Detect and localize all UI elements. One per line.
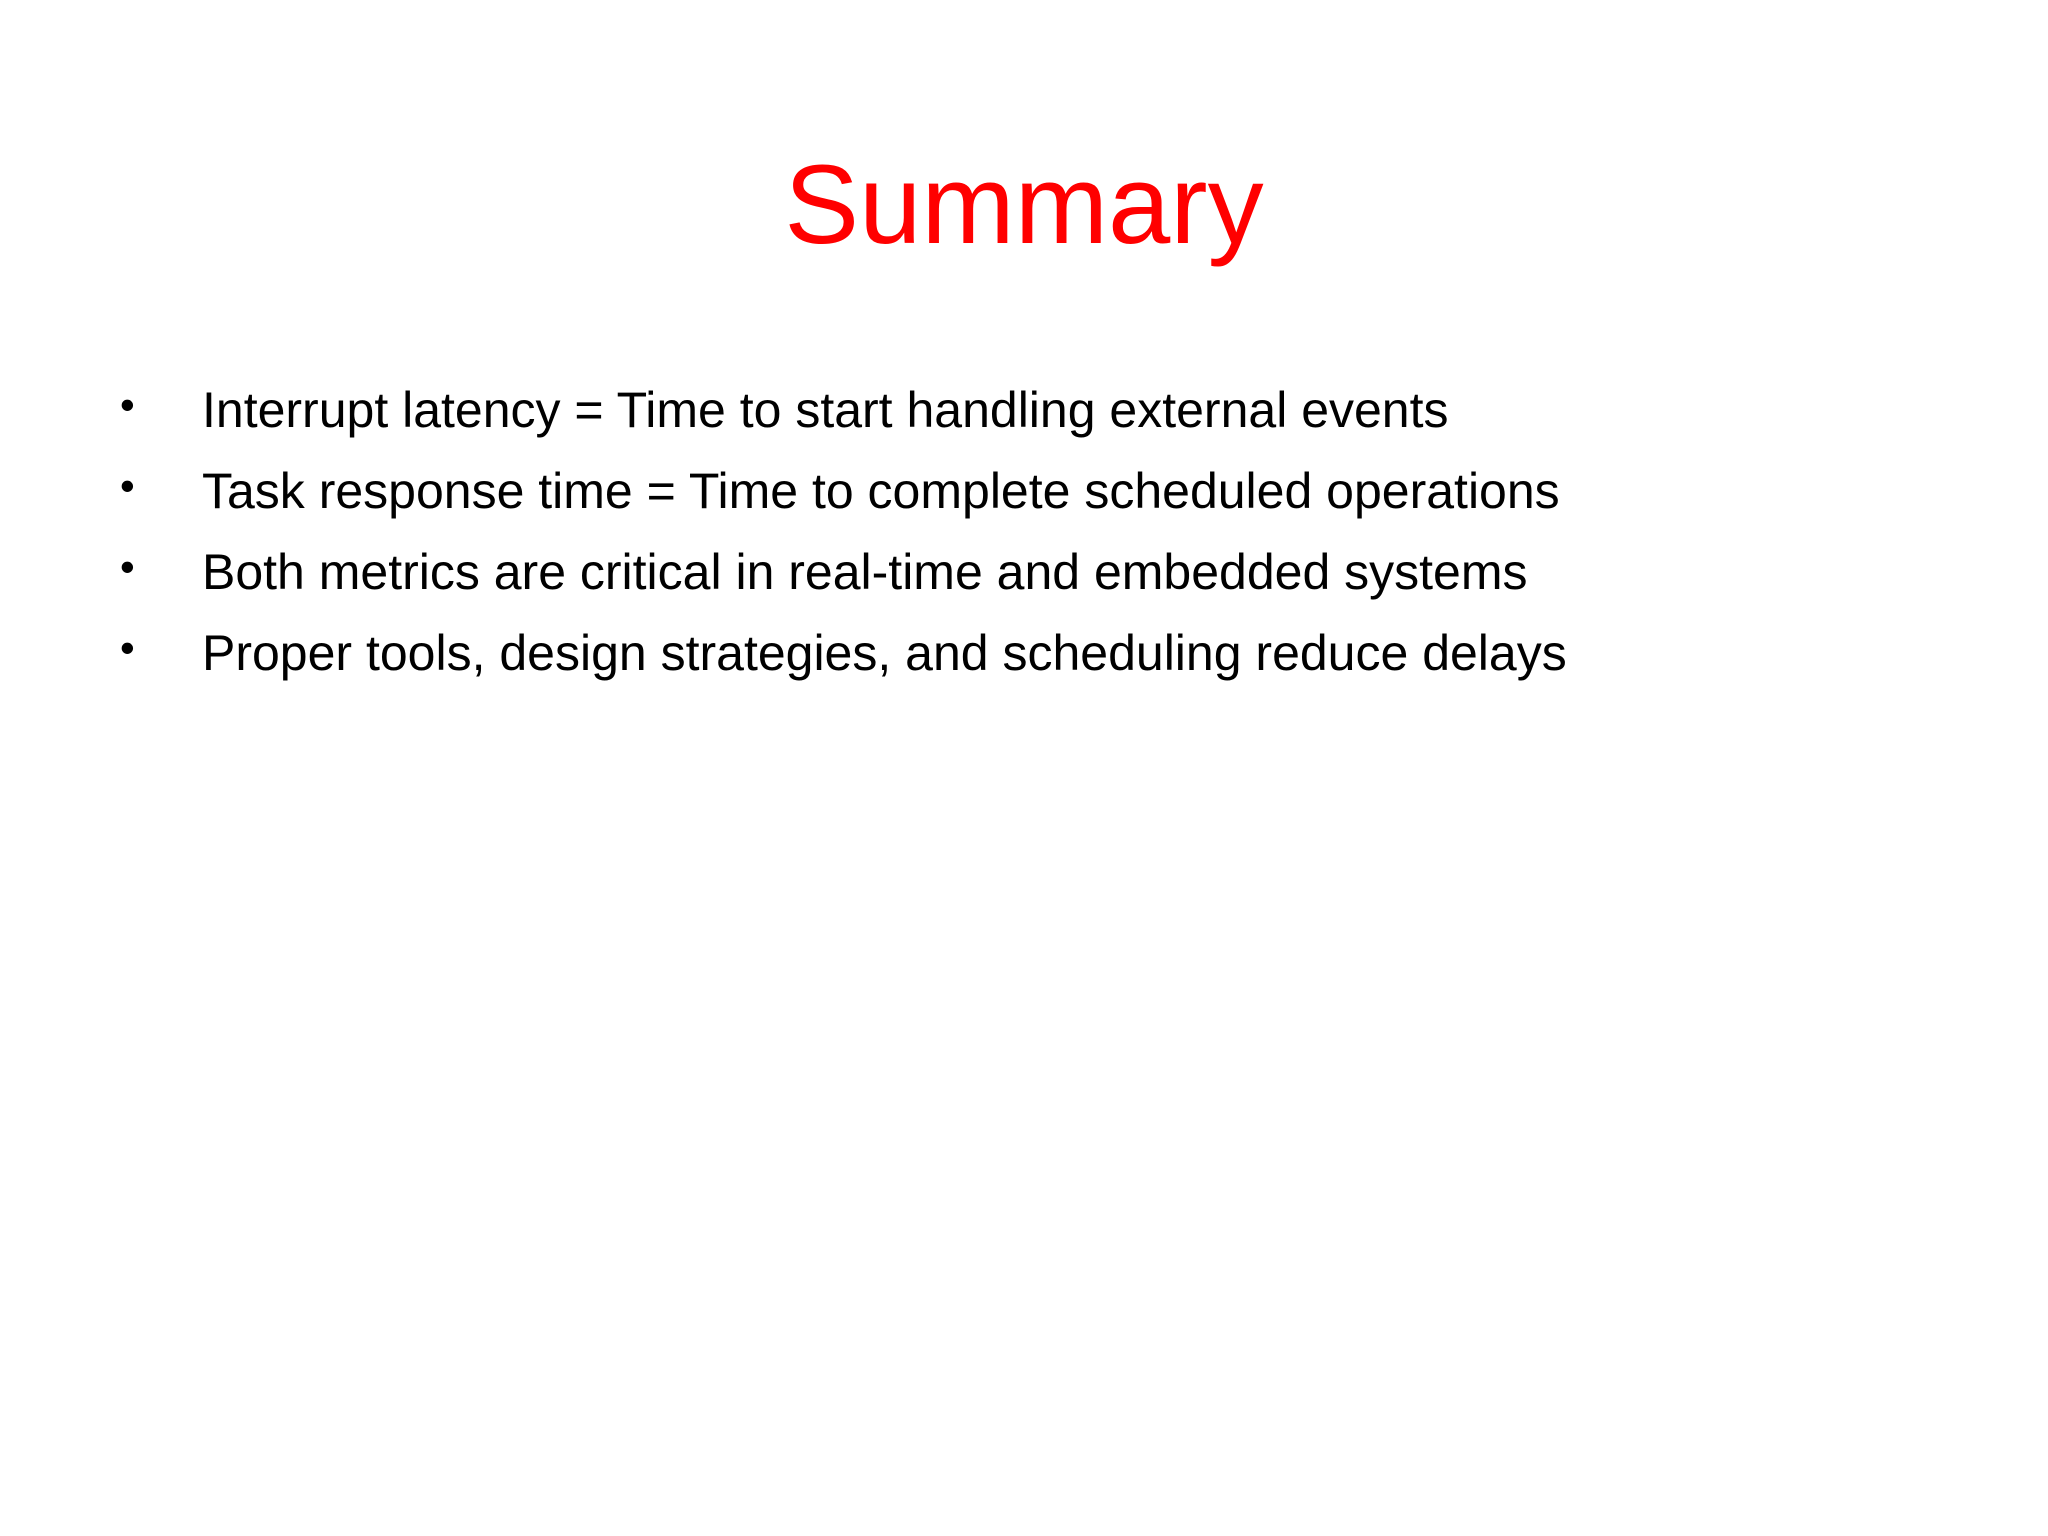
- bullet-item: [120, 370, 1920, 451]
- bullet-item: [120, 451, 1920, 532]
- bullet-text: Task response time = Time to complete scheduled operations: [202, 463, 1560, 519]
- bullet-marker: •: [120, 543, 135, 590]
- bullet-text: Proper tools, design strategies, and scheduling reduce delays: [202, 625, 1567, 681]
- slide-title: Summary: [784, 142, 1264, 267]
- bullet-item: [120, 532, 1920, 613]
- bullet-text: Both metrics are critical in real-time and embedded systems: [202, 544, 1528, 600]
- bullet-marker: •: [120, 381, 135, 428]
- bullet-marker: •: [120, 624, 135, 671]
- bullet-marker: •: [120, 462, 135, 509]
- bullet-list: [120, 370, 1920, 694]
- bullet-text: Interrupt latency = Time to start handling external events: [202, 382, 1449, 438]
- bullet-item: [120, 613, 1920, 694]
